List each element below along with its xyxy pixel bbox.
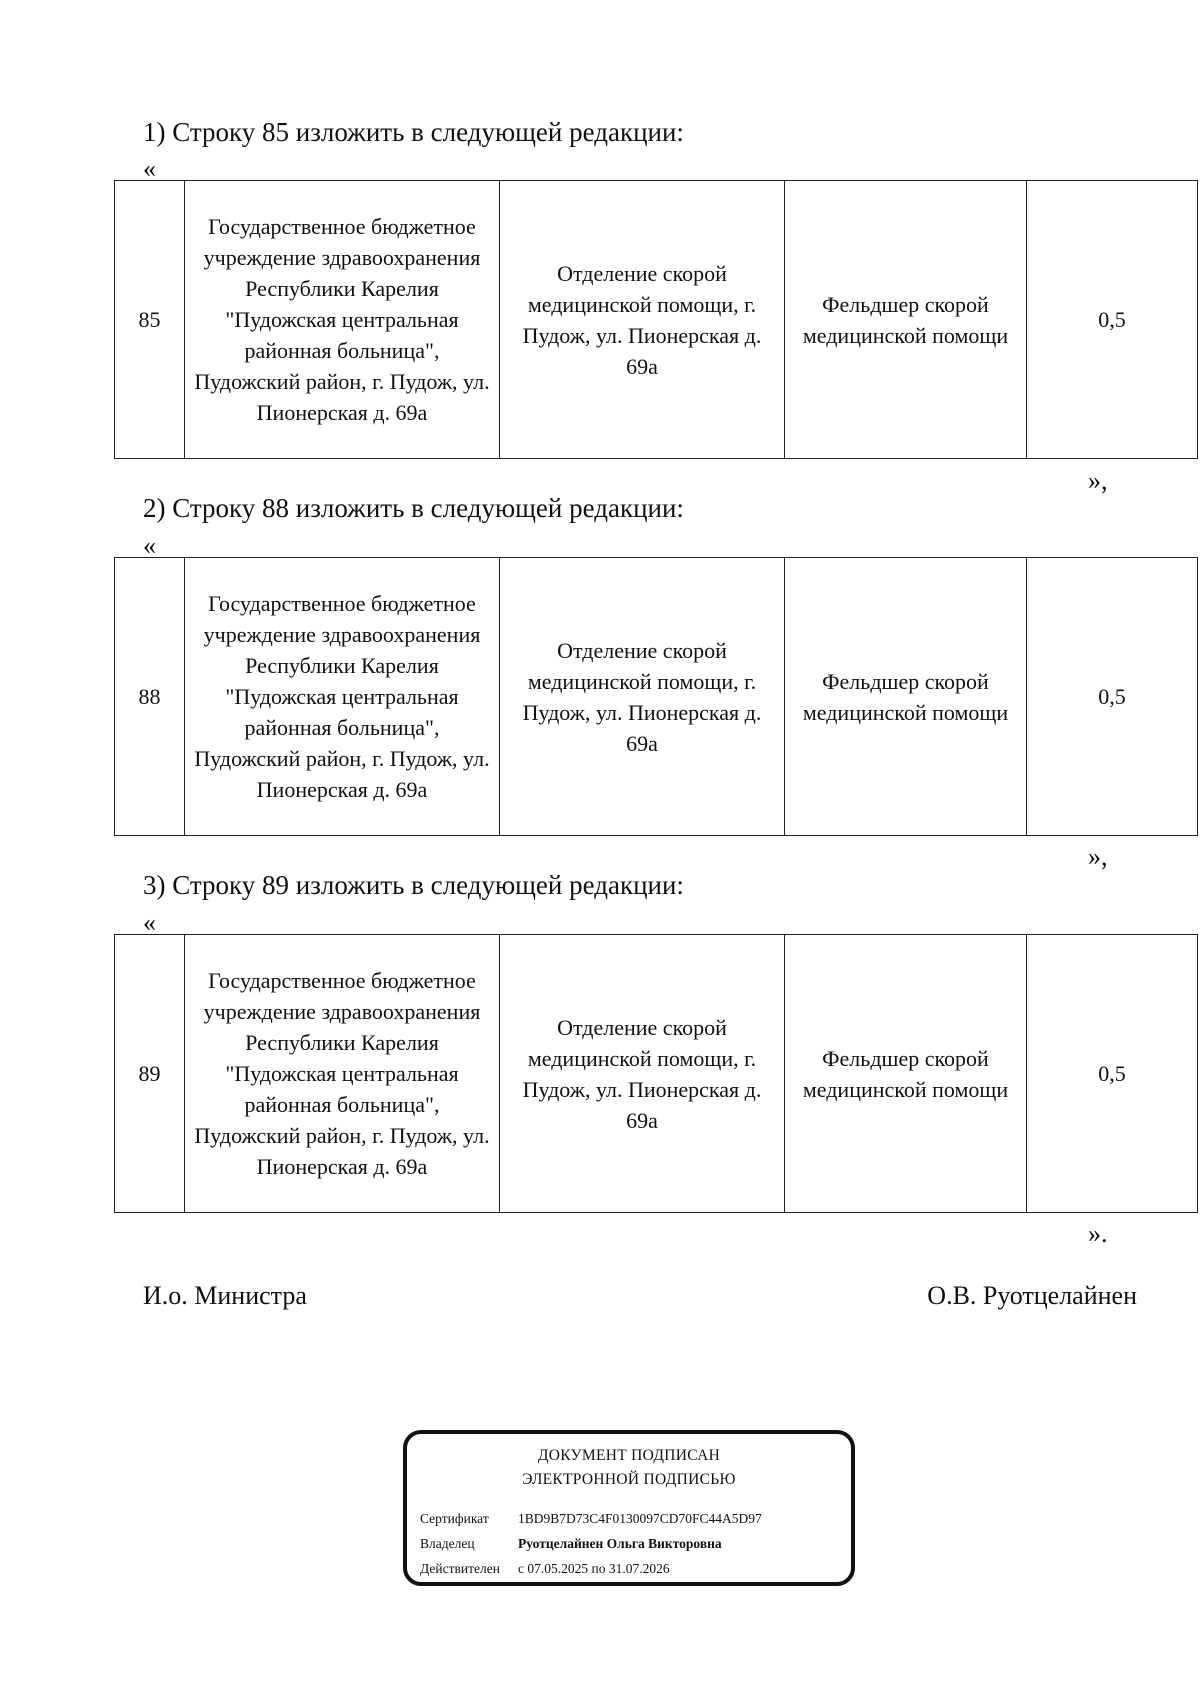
signer-role: И.о. Министра bbox=[143, 1281, 307, 1310]
electronic-signature-stamp bbox=[403, 1430, 855, 1586]
stamp-certificate-row bbox=[420, 1510, 762, 1528]
institution-cell: Государственное бюджетное учреждение здравоохранения Республики Карелия "Пудожская центральная районная больница", Пудожский район, г. Пудож, ул. Пионерская д. 69а bbox=[185, 935, 500, 1213]
institution-cell: Государственное бюджетное учреждение здравоохранения Республики Карелия "Пудожская центральная районная больница", Пудожский район, г. Пудож, ул. Пионерская д. 69а bbox=[185, 181, 500, 459]
row-number-cell: 85 bbox=[115, 181, 185, 459]
rate-cell: 0,5 bbox=[1027, 935, 1198, 1213]
closing-quote: ». bbox=[1088, 1219, 1108, 1248]
rate-cell: 0,5 bbox=[1027, 181, 1198, 459]
rate-cell: 0,5 bbox=[1027, 558, 1198, 836]
section-heading: 3) Строку 89 изложить в следующей редакции: bbox=[143, 870, 684, 900]
section-heading: 2) Строку 88 изложить в следующей редакции: bbox=[143, 493, 684, 523]
validity-label: Действителен bbox=[420, 1561, 500, 1576]
certificate-value: 1BD9B7D73C4F0130097CD70FC44A5D97 bbox=[518, 1511, 762, 1526]
stamp-title-line: ЭЛЕКТРОННОЙ ПОДПИСЬЮ bbox=[522, 1471, 736, 1488]
stamp-title bbox=[407, 1444, 851, 1492]
department-cell: Отделение скорой медицинской помощи, г. Пудож, ул. Пионерская д. 69а bbox=[500, 935, 785, 1213]
position-cell: Фельдшер скорой медицинской помощи bbox=[785, 181, 1027, 459]
table-row bbox=[115, 935, 1198, 1213]
opening-quote: « bbox=[143, 531, 156, 560]
closing-quote: », bbox=[1088, 842, 1108, 871]
section-heading: 1) Строку 85 изложить в следующей редакции: bbox=[143, 117, 684, 147]
amendment-table bbox=[114, 934, 1198, 1213]
amendment-table bbox=[114, 557, 1198, 836]
owner-value: Руотцелайнен Ольга Викторовна bbox=[518, 1536, 722, 1551]
table-row bbox=[115, 181, 1198, 459]
owner-label: Владелец bbox=[420, 1536, 475, 1551]
stamp-owner-row bbox=[420, 1535, 722, 1553]
closing-quote: », bbox=[1088, 466, 1108, 495]
department-cell: Отделение скорой медицинской помощи, г. Пудож, ул. Пионерская д. 69а bbox=[500, 558, 785, 836]
row-number-cell: 88 bbox=[115, 558, 185, 836]
signer-name: О.В. Руотцелайнен bbox=[927, 1281, 1137, 1310]
amendment-table bbox=[114, 180, 1198, 459]
position-cell: Фельдшер скорой медицинской помощи bbox=[785, 935, 1027, 1213]
opening-quote: « bbox=[143, 154, 156, 183]
stamp-validity-row bbox=[420, 1560, 670, 1578]
row-number-cell: 89 bbox=[115, 935, 185, 1213]
position-cell: Фельдшер скорой медицинской помощи bbox=[785, 558, 1027, 836]
opening-quote: « bbox=[143, 908, 156, 937]
validity-value: с 07.05.2025 по 31.07.2026 bbox=[518, 1561, 670, 1576]
stamp-title-line: ДОКУМЕНТ ПОДПИСАН bbox=[537, 1447, 721, 1464]
table-row bbox=[115, 558, 1198, 836]
certificate-label: Сертификат bbox=[420, 1511, 489, 1526]
department-cell: Отделение скорой медицинской помощи, г. Пудож, ул. Пионерская д. 69а bbox=[500, 181, 785, 459]
institution-cell: Государственное бюджетное учреждение здравоохранения Республики Карелия "Пудожская центральная районная больница", Пудожский район, г. Пудож, ул. Пионерская д. 69а bbox=[185, 558, 500, 836]
